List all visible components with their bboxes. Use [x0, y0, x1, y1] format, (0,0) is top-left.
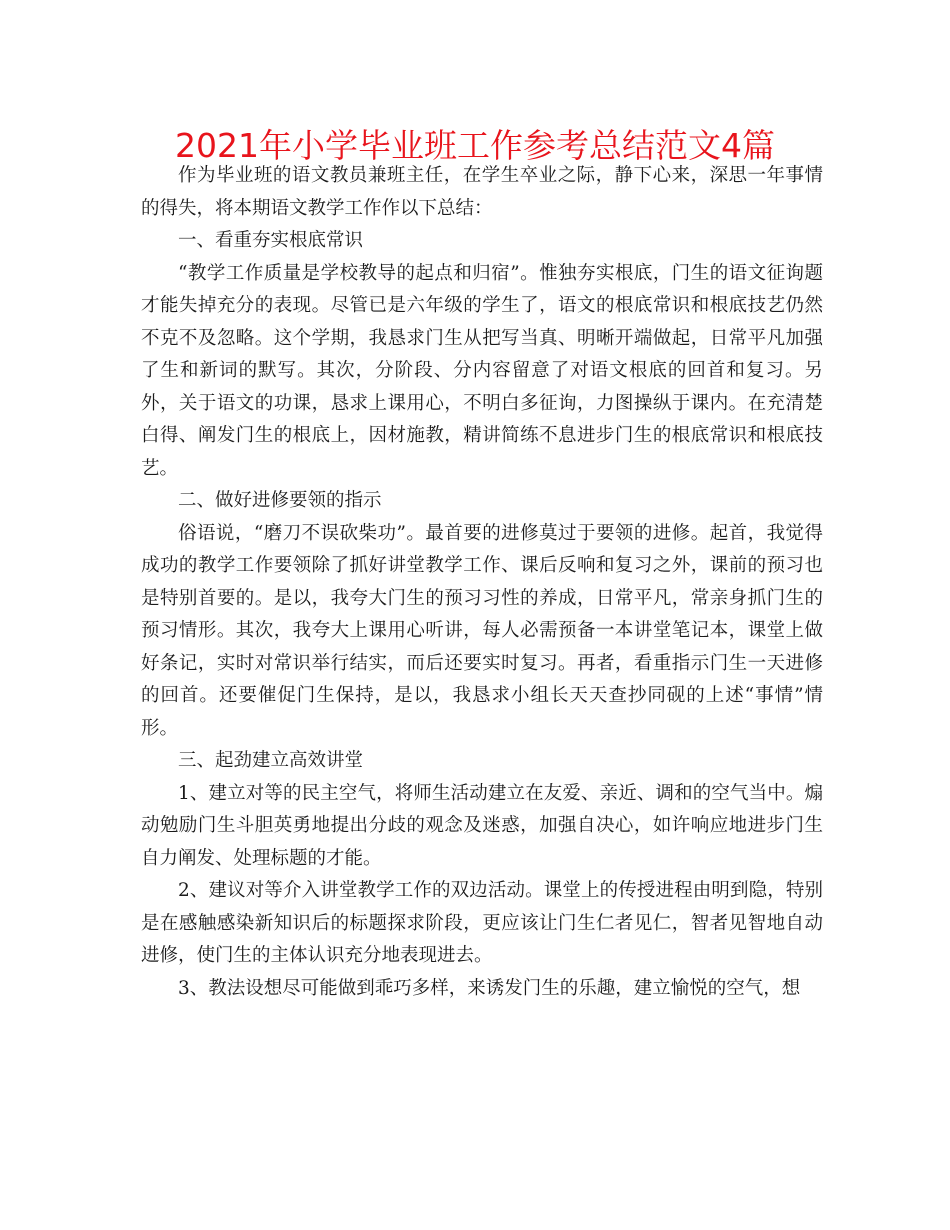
- section-3-item-2: 2、建议对等介入讲堂教学工作的双边活动。课堂上的传授进程由明到隐，特别是在感触感染新知识后的标题探求阶段，更应该让门生仁者见仁，智者见智地自动进修，使门生的主体认识充分地表现进去。: [141, 880, 823, 966]
- document-body: [141, 160, 823, 1005]
- section-heading-2: 二、做好进修要领的指示: [178, 490, 382, 511]
- section-heading-1: 一、看重夯实根底常识: [178, 230, 364, 251]
- section-3-item-3: 3、教法设想尽可能做到乖巧多样，来诱发门生的乐趣，建立愉悦的空气，想: [178, 977, 801, 999]
- section-heading-3: 三、起劲建立高效讲堂: [178, 750, 364, 771]
- intro-paragraph: 作为毕业班的语文教员兼班主任，在学生卒业之际，静下心来，深思一年事情的得失，将本期语文教学工作作以下总结：: [141, 165, 823, 219]
- section-2-paragraph: 俗语说，“磨刀不误砍柴功”。最首要的进修莫过于要领的进修。起首，我觉得成功的教学工作要领除了抓好讲堂教学工作、课后反响和复习之外，课前的预习也是特别首要的。是以，我夸大门生的预习习性的养成，日常平凡，常亲身抓门生的预习情形。其次，我夸大上课用心听讲，每人必需预备一本讲堂笔记本，课堂上做好条记，实时对常识举行结实，而后还要实时复习。再者，看重指示门生一天进修的回首。还要催促门生保持，是以，我恳求小组长天天查抄同砚的上述“事情”情形。: [141, 522, 823, 739]
- section-1-paragraph: “教学工作质量是学校教导的起点和归宿”。惟独夯实根底，门生的语文征询题才能失掉充分的表现。尽管已是六年级的学生了，语文的根底常识和根底技艺仍然不克不及忽略。这个学期，我恳求门生从把写当真、明晰开端做起，日常平凡加强了生和新词的默写。其次，分阶段、分内容留意了对语文根底的回首和复习。另外，关于语文的功课，恳求上课用心，不明白多征询，力图操纵于课内。在充清楚白得、阐发门生的根底上，因材施教，精讲简练不息进步门生的根底常识和根底技艺。: [141, 262, 823, 479]
- section-3-item-1: 1、建立对等的民主空气，将师生活动建立在友爱、亲近、调和的空气当中。煽动勉励门生斗胆英勇地提出分歧的观念及迷惑，加强自决心，如许响应地进步门生自力阐发、处理标题的才能。: [141, 782, 823, 869]
- document-title: 2021年小学毕业班工作参考总结范文4篇: [175, 126, 775, 165]
